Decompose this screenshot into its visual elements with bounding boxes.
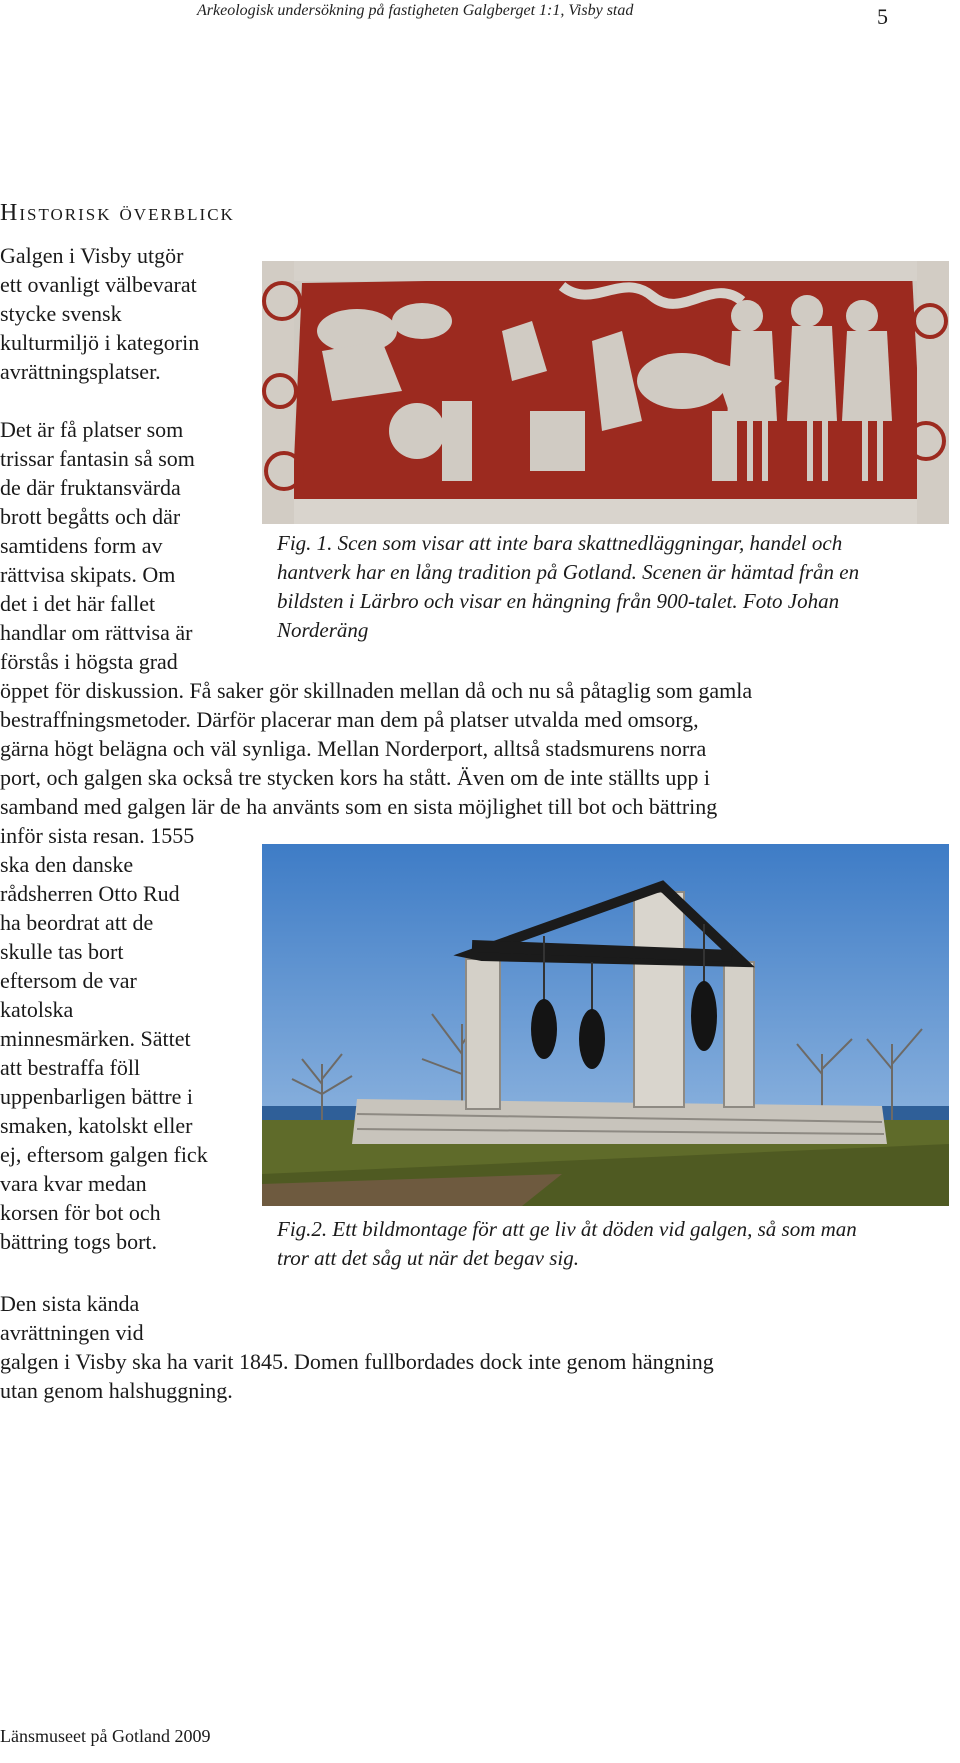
text-line: ska den danske (0, 852, 134, 877)
paragraph-1 (0, 241, 199, 386)
text-line: avrättningen vid (0, 1320, 144, 1345)
text-line: Det är få platser som (0, 417, 184, 442)
page-header (0, 0, 960, 30)
text-line: ej, eftersom galgen fick (0, 1142, 208, 1167)
text-line: öppet för diskussion. Få saker gör skillnaden mellan då och nu så påtaglig som gamla (0, 678, 753, 703)
text-line: vara kvar medan (0, 1171, 147, 1196)
text-line: handlar om rättvisa är (0, 620, 193, 645)
text-line: samband med galgen lär de ha använts som en sista möjlighet till bot och bättring (0, 794, 718, 819)
caption-line: Fig.2. Ett bildmontage för att ge liv åt döden vid galgen, så som man (277, 1217, 857, 1241)
caption-line: Norderäng (277, 618, 369, 642)
text-line: eftersom de var (0, 968, 137, 993)
text-line: gärna högt belägna och väl synliga. Mellan Norderport, alltså stadsmurens norra (0, 736, 707, 761)
text-line: Den sista kända (0, 1291, 140, 1316)
section-heading: Historisk överblick (0, 200, 235, 226)
text-line: galgen i Visby ska ha varit 1845. Domen fullbordades dock inte genom hängning (0, 1349, 714, 1374)
text-line: förstås i högsta grad (0, 649, 178, 674)
text-line: bättring togs bort. (0, 1229, 158, 1254)
paragraph-3 (0, 1289, 714, 1405)
text-line: utan genom halshuggning. (0, 1378, 233, 1403)
gallows-image (262, 844, 949, 1206)
text-line: kulturmiljö i kategorin (0, 330, 200, 355)
text-line: de där fruktansvärda (0, 475, 181, 500)
text-line: Galgen i Visby utgör (0, 243, 184, 268)
caption-line: bildsten i Lärbro och visar en hängning från 900-talet. Foto Johan (277, 589, 840, 613)
text-line: ha beordrat att de (0, 910, 154, 935)
text-line: att bestraffa föll (0, 1055, 141, 1080)
text-line: rättvisa skipats. Om (0, 562, 176, 587)
text-line: ett ovanligt välbevarat (0, 272, 197, 297)
text-line: uppenbarligen bättre i (0, 1084, 194, 1109)
page-number: 5 (877, 4, 888, 29)
text-line: det i det här fallet (0, 591, 156, 616)
figure-2-caption (277, 1215, 857, 1273)
text-line: rådsherren Otto Rud (0, 881, 180, 906)
text-line: samtidens form av (0, 533, 163, 558)
text-line: port, och galgen ska också tre stycken kors ha stått. Även om de inte ställts upp i (0, 765, 710, 790)
text-line: minnesmärken. Sättet (0, 1026, 191, 1051)
running-title: Arkeologisk undersökning på fastigheten Galgberget 1:1, Visby stad (197, 2, 634, 19)
text-line: stycke svensk (0, 301, 122, 326)
text-line: smaken, katolskt eller (0, 1113, 193, 1138)
figure-1-caption (277, 529, 859, 645)
text-line: korsen för bot och (0, 1200, 161, 1225)
text-line: bestraffningsmetoder. Därför placerar man dem på platser utvalda med omsorg, (0, 707, 699, 732)
page-footer: Länsmuseet på Gotland 2009 (0, 1726, 211, 1746)
text-line: trissar fantasin så som (0, 446, 195, 471)
text-line: brott begåtts och där (0, 504, 181, 529)
caption-line: hantverk har en lång tradition på Gotland. Scenen är hämtad från en (277, 560, 860, 584)
figure-2-gallows-photo (262, 844, 949, 1206)
caption-line: tror att det såg ut när det begav sig. (277, 1246, 579, 1270)
figure-1-picture-stone (262, 261, 949, 524)
text-line: avrättningsplatser. (0, 359, 161, 384)
picture-stone-image (262, 261, 949, 524)
text-line: inför sista resan. 1555 (0, 823, 195, 848)
caption-line: Fig. 1. Scen som visar att inte bara skattnedläggningar, handel och (277, 531, 843, 555)
text-line: katolska (0, 997, 74, 1022)
text-line: skulle tas bort (0, 939, 124, 964)
